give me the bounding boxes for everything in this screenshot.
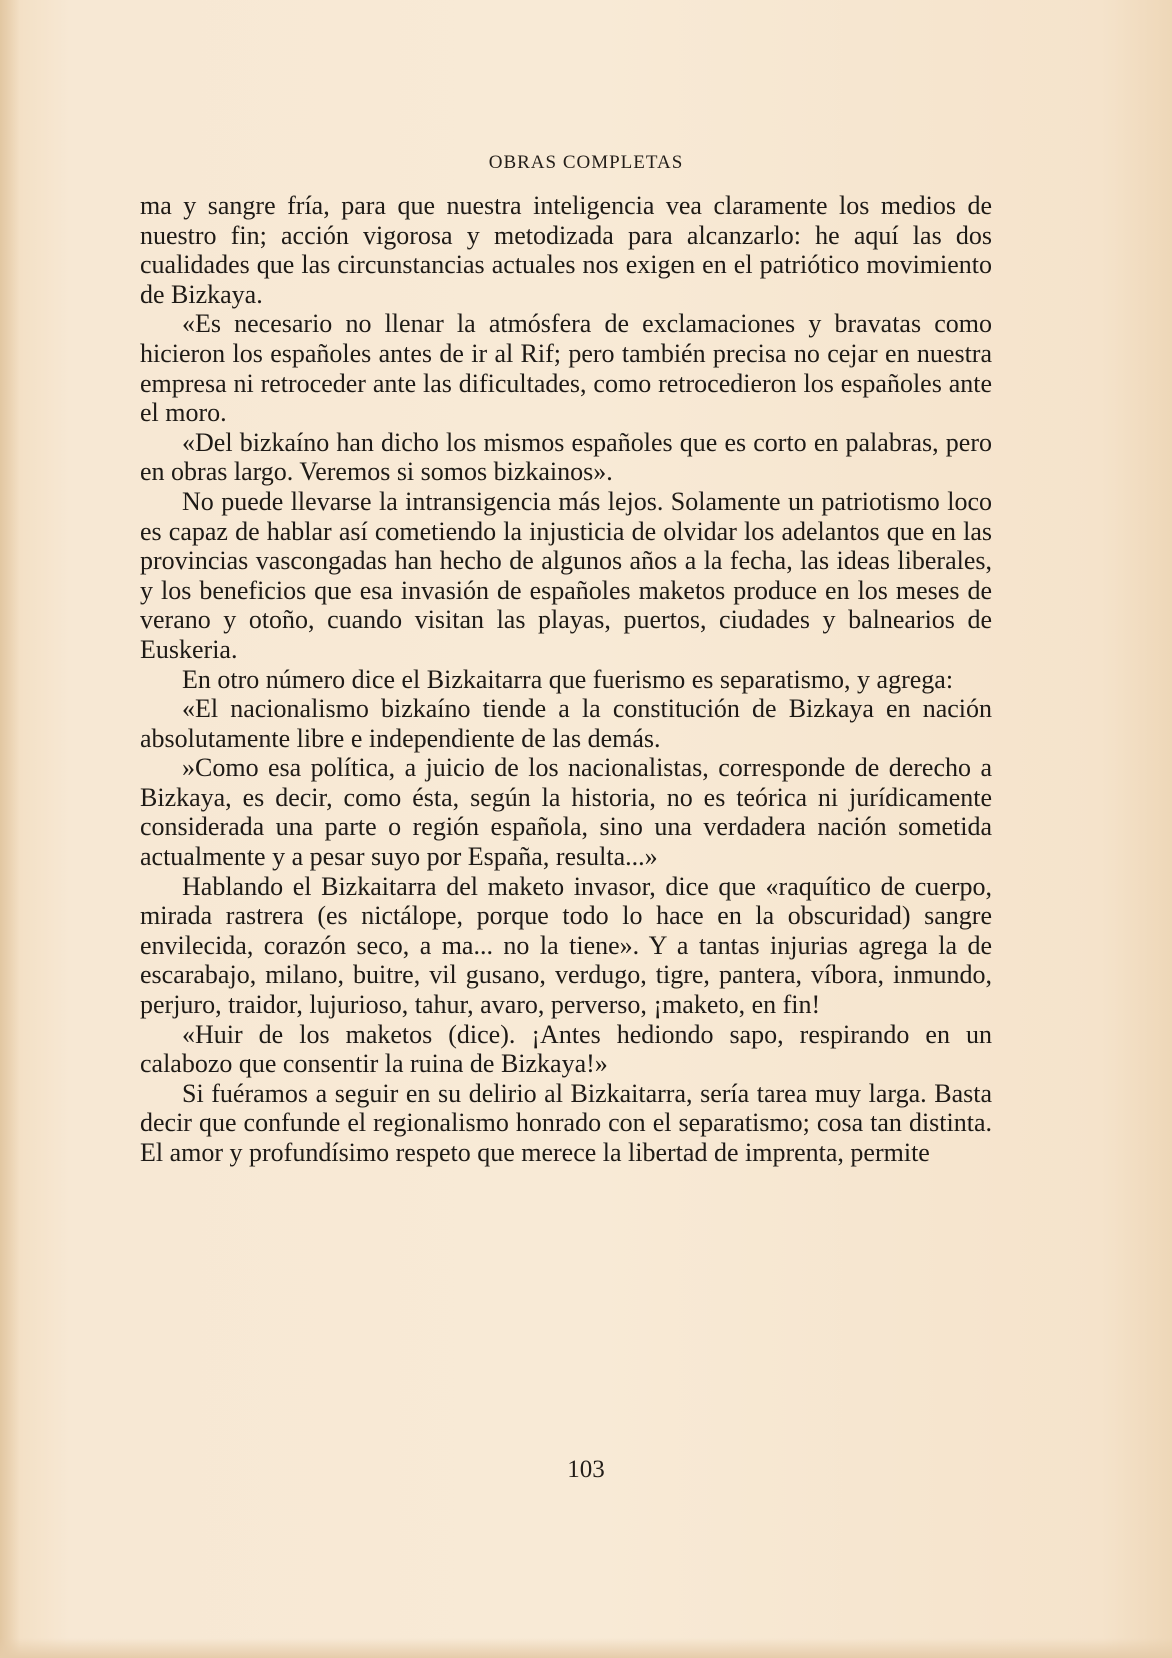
page-bottom-edge <box>0 1638 1172 1658</box>
body-text <box>140 191 992 1168</box>
paragraph-8: Hablando el Bizkaitarra del maketo invasor, dice que «raquítico de cuerpo, mirada rastrera (es nictálope, porque todo lo hace en la obscuridad) sangre envilecida, corazón seco, a ma... no la tiene». Y a tantas injurias agrega la de escarabajo, milano, buitre, vil gusano, verdugo, tigre, pantera, víbora, inmundo, perjuro, traidor, lujurioso, tahur, avaro, perverso, ¡maketo, en fin! <box>140 871 992 1020</box>
paragraph-4: No puede llevarse la intransigencia más lejos. Solamente un patriotismo loco es capaz de hablar así cometiendo la injusticia de olvidar los adelantos que en las provincias vascongadas han hecho de algunos años a la fecha, las ideas liberales, y los beneficios que esa invasión de españoles maketos produce en los meses de verano y otoño, cuando visitan las playas, puertos, ciudades y balnearios de Euskeria. <box>140 486 992 664</box>
paragraph-6: «El nacionalismo bizkaíno tiende a la constitución de Bizkaya en nación absolutamente libre e independiente de las demás. <box>140 694 992 753</box>
running-header: OBRAS COMPLETAS <box>488 152 684 173</box>
paragraph-5: En otro número dice el Bizkaitarra que fuerismo es separatismo, y agrega: <box>182 664 954 694</box>
page-left-edge <box>0 0 20 1658</box>
paragraph-2: «Es necesario no llenar la atmósfera de exclamaciones y bravatas como hicieron los españoles antes de ir al Rif; pero también precisa no cejar en nuestra empresa ni retroceder ante las dificultades, como retrocedieron los españoles ante el moro. <box>140 309 992 428</box>
paragraph-1: ma y sangre fría, para que nuestra inteligencia vea claramente los medios de nuestro fin; acción vigorosa y metodizada para alcanzarlo: he aquí las dos cualidades que las circunstancias actuales nos exigen en el patriótico movimiento de Bizkaya. <box>140 191 992 309</box>
paragraph-9: «Huir de los maketos (dice). ¡Antes hediondo sapo, respirando en un calabozo que consentir la ruina de Bizkaya!» <box>140 1019 992 1079</box>
paragraph-7: »Como esa política, a juicio de los nacionalistas, corresponde de derecho a Bizkaya, es decir, como ésta, según la historia, no es teórica ni jurídicamente considerada una parte o región española, sino una verdadera nación sometida actualmente y a pesar suyo por España, resulta...» <box>140 753 992 872</box>
paragraph-3: «Del bizkaíno han dicho los mismos españoles que es corto en palabras, pero en obras largo. Veremos si somos bizkainos». <box>140 427 992 487</box>
page-number: 103 <box>567 1456 605 1483</box>
paragraph-10: Si fuéramos a seguir en su delirio al Bizkaitarra, sería tarea muy larga. Basta decir que confunde el regionalismo honrado con el separatismo; cosa tan distinta. El amor y profundísimo respeto que merece la libertad de imprenta, permite <box>140 1078 992 1167</box>
